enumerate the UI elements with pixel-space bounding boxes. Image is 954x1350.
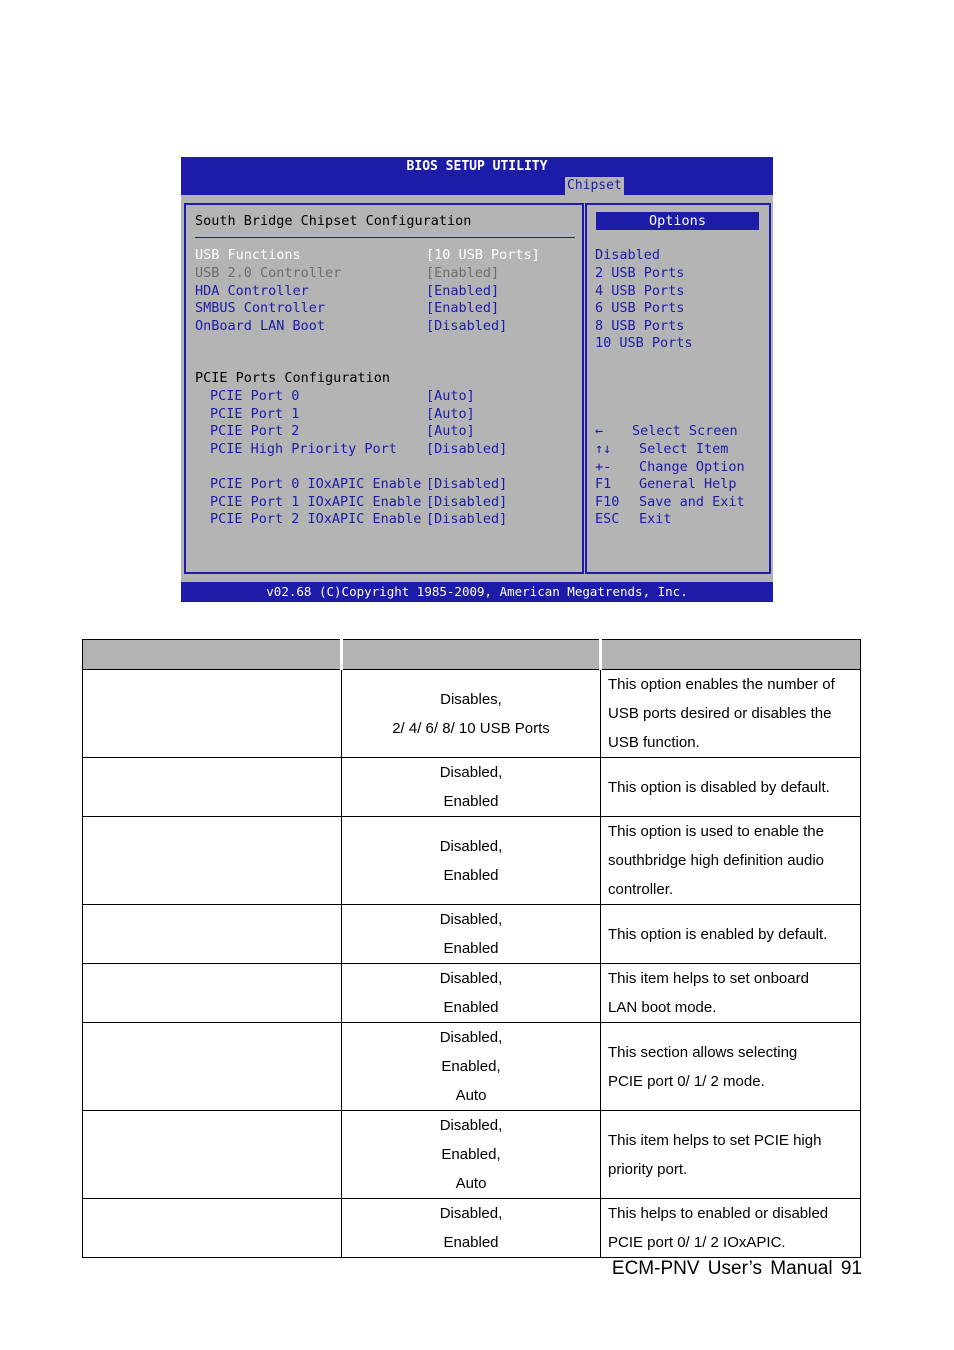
function-cell <box>83 817 342 905</box>
bios-item-pcie-high-priority[interactable]: PCIE High Priority Port <box>210 441 397 457</box>
options-header: Options <box>596 212 759 230</box>
bios-value-hda-controller[interactable]: [Enabled] <box>426 283 500 299</box>
bios-item-pcie-port-0[interactable]: PCIE Port 0 <box>210 388 300 404</box>
description-text: LAN boot mode. <box>608 999 717 1016</box>
bios-value-usb-functions[interactable]: [10 USB Ports] <box>426 247 540 263</box>
header-cell-function <box>83 640 342 670</box>
option-text: Enabled <box>443 999 499 1016</box>
option-item[interactable]: 8 USB Ports <box>595 318 685 334</box>
description-text: This helps to enabled or disabled <box>608 1205 829 1222</box>
section-title: South Bridge Chipset Configuration <box>195 213 472 229</box>
options-cell <box>342 1111 601 1199</box>
function-cell <box>83 1199 342 1258</box>
option-item[interactable]: 10 USB Ports <box>595 335 693 351</box>
description-text: This item helps to set PCIE high <box>608 1131 822 1149</box>
bios-item-smbus-controller[interactable]: SMBUS Controller <box>195 300 326 316</box>
description-text: This section allows selecting <box>608 1043 798 1061</box>
bios-item-pcie-port-1-ioxapic[interactable]: PCIE Port 1 IOxAPIC Enable <box>210 494 422 510</box>
description-cell <box>601 1111 861 1199</box>
bios-value-pcie-high-priority[interactable]: [Disabled] <box>426 441 508 457</box>
option-text: Disabled, <box>439 1029 503 1046</box>
help-exit: Exit <box>639 511 672 527</box>
table-row <box>83 964 861 1023</box>
function-cell <box>83 670 342 758</box>
option-text: Auto <box>455 1175 487 1192</box>
option-text: Enabled <box>443 1234 499 1251</box>
table-row <box>83 1199 861 1258</box>
bios-value-pcie-port-2[interactable]: [Auto] <box>426 423 475 439</box>
page-footer: ECM-PNV User’s Manual 91 <box>611 1258 862 1279</box>
bios-value-smbus-controller[interactable]: [Enabled] <box>426 300 500 316</box>
description-text: southbridge high definition audio <box>608 852 824 869</box>
description-text: USB ports desired or disables the <box>608 705 832 722</box>
description-text: This option is disabled by default. <box>608 778 830 796</box>
tab-chipset[interactable]: Chipset <box>567 178 622 193</box>
section-divider <box>195 237 575 238</box>
bios-item-onboard-lan-boot[interactable]: OnBoard LAN Boot <box>195 318 326 334</box>
table-header-row <box>83 640 861 670</box>
f1-key: F1 <box>595 476 612 492</box>
option-text: Enabled <box>443 940 499 957</box>
table-row <box>83 817 861 905</box>
table-row <box>83 670 861 758</box>
bios-value-pcie-port-1[interactable]: [Auto] <box>426 406 475 422</box>
description-cell <box>601 758 861 817</box>
description-text: This item helps to set onboard <box>608 970 809 987</box>
option-item[interactable]: 4 USB Ports <box>595 283 685 299</box>
options-table <box>82 639 861 1258</box>
option-text: Enabled <box>443 793 499 810</box>
description-cell <box>601 1023 861 1111</box>
bios-item-pcie-port-1[interactable]: PCIE Port 1 <box>210 406 300 422</box>
description-text: This option is enabled by default. <box>608 925 828 943</box>
bios-value-onboard-lan-boot[interactable]: [Disabled] <box>426 318 508 334</box>
description-text: priority port. <box>608 1160 688 1178</box>
bios-value-pcie-port-0-ioxapic[interactable]: [Disabled] <box>426 476 508 492</box>
description-text: PCIE port 0/ 1/ 2 IOxAPIC. <box>608 1234 786 1251</box>
bios-item-pcie-port-0-ioxapic[interactable]: PCIE Port 0 IOxAPIC Enable <box>210 476 422 492</box>
table-row <box>83 1023 861 1111</box>
description-text: This option is used to enable the <box>608 823 824 840</box>
table-row <box>83 1111 861 1199</box>
description-text: PCIE port 0/ 1/ 2 mode. <box>608 1072 765 1090</box>
bios-copyright-bar: v02.68 (C)Copyright 1985-2009, American Megatrends, Inc. <box>181 582 773 602</box>
options-cell <box>342 817 601 905</box>
option-text: Disabled, <box>439 1205 503 1222</box>
up-down-arrow-icon: ↑↓ <box>595 441 612 457</box>
bios-item-pcie-port-2-ioxapic[interactable]: PCIE Port 2 IOxAPIC Enable <box>210 511 422 527</box>
options-cell <box>342 905 601 964</box>
description-text: controller. <box>608 881 674 898</box>
option-text: Disabled, <box>439 911 503 928</box>
bios-value-pcie-port-1-ioxapic[interactable]: [Disabled] <box>426 494 508 510</box>
bios-item-usb2-controller: USB 2.0 Controller <box>195 265 342 281</box>
table-row <box>83 905 861 964</box>
description-cell <box>601 905 861 964</box>
table-row <box>83 758 861 817</box>
options-cell <box>342 1023 601 1111</box>
header-cell-description <box>601 640 861 670</box>
help-select-item: Select Item <box>639 441 729 457</box>
function-cell <box>83 905 342 964</box>
option-item[interactable]: 6 USB Ports <box>595 300 685 316</box>
bios-value-pcie-port-2-ioxapic[interactable]: [Disabled] <box>426 511 508 527</box>
function-cell <box>83 964 342 1023</box>
help-change-option: Change Option <box>639 459 745 475</box>
function-cell <box>83 758 342 817</box>
options-cell <box>342 758 601 817</box>
description-cell <box>601 1199 861 1258</box>
option-text: Auto <box>455 1087 487 1104</box>
option-text: Disabled, <box>439 837 503 855</box>
help-save-exit: Save and Exit <box>639 494 745 510</box>
bios-item-pcie-port-2[interactable]: PCIE Port 2 <box>210 423 300 439</box>
bios-value-usb2-controller: [Enabled] <box>426 265 500 281</box>
pcie-heading: PCIE Ports Configuration <box>195 370 391 386</box>
option-text: Enabled, <box>441 1058 501 1075</box>
help-general-help: General Help <box>639 476 737 492</box>
option-item[interactable]: Disabled <box>595 247 661 263</box>
description-cell <box>601 817 861 905</box>
bios-screenshot <box>181 157 773 602</box>
left-arrow-icon: ← <box>595 423 604 439</box>
function-cell <box>83 1023 342 1111</box>
option-text: Disabled, <box>439 970 503 987</box>
description-text: This option enables the number of <box>608 676 835 693</box>
bios-value-pcie-port-0[interactable]: [Auto] <box>426 388 475 404</box>
esc-key: ESC <box>595 511 620 527</box>
description-cell <box>601 670 861 758</box>
f10-key: F10 <box>595 494 620 510</box>
options-cell <box>342 670 601 758</box>
option-text: Enabled <box>443 866 499 884</box>
bios-item-hda-controller[interactable]: HDA Controller <box>195 283 309 299</box>
plus-minus-key: +- <box>595 459 612 475</box>
header-cell-options <box>342 640 601 670</box>
option-text: Enabled, <box>441 1146 501 1163</box>
description-text: USB function. <box>608 734 700 751</box>
bios-title-bar: BIOS SETUP UTILITY <box>181 157 773 177</box>
options-cell <box>342 1199 601 1258</box>
description-cell <box>601 964 861 1023</box>
help-select-screen: Select Screen <box>632 423 738 439</box>
option-text: Disabled, <box>439 764 503 781</box>
bios-tab-bar <box>181 177 773 195</box>
options-cell <box>342 964 601 1023</box>
option-text: 2/ 4/ 6/ 8/ 10 USB Ports <box>392 719 550 737</box>
option-text: Disables, <box>440 690 502 708</box>
bios-item-usb-functions[interactable]: USB Functions <box>195 247 301 263</box>
option-text: Disabled, <box>439 1117 503 1134</box>
function-cell <box>83 1111 342 1199</box>
option-item[interactable]: 2 USB Ports <box>595 265 685 281</box>
